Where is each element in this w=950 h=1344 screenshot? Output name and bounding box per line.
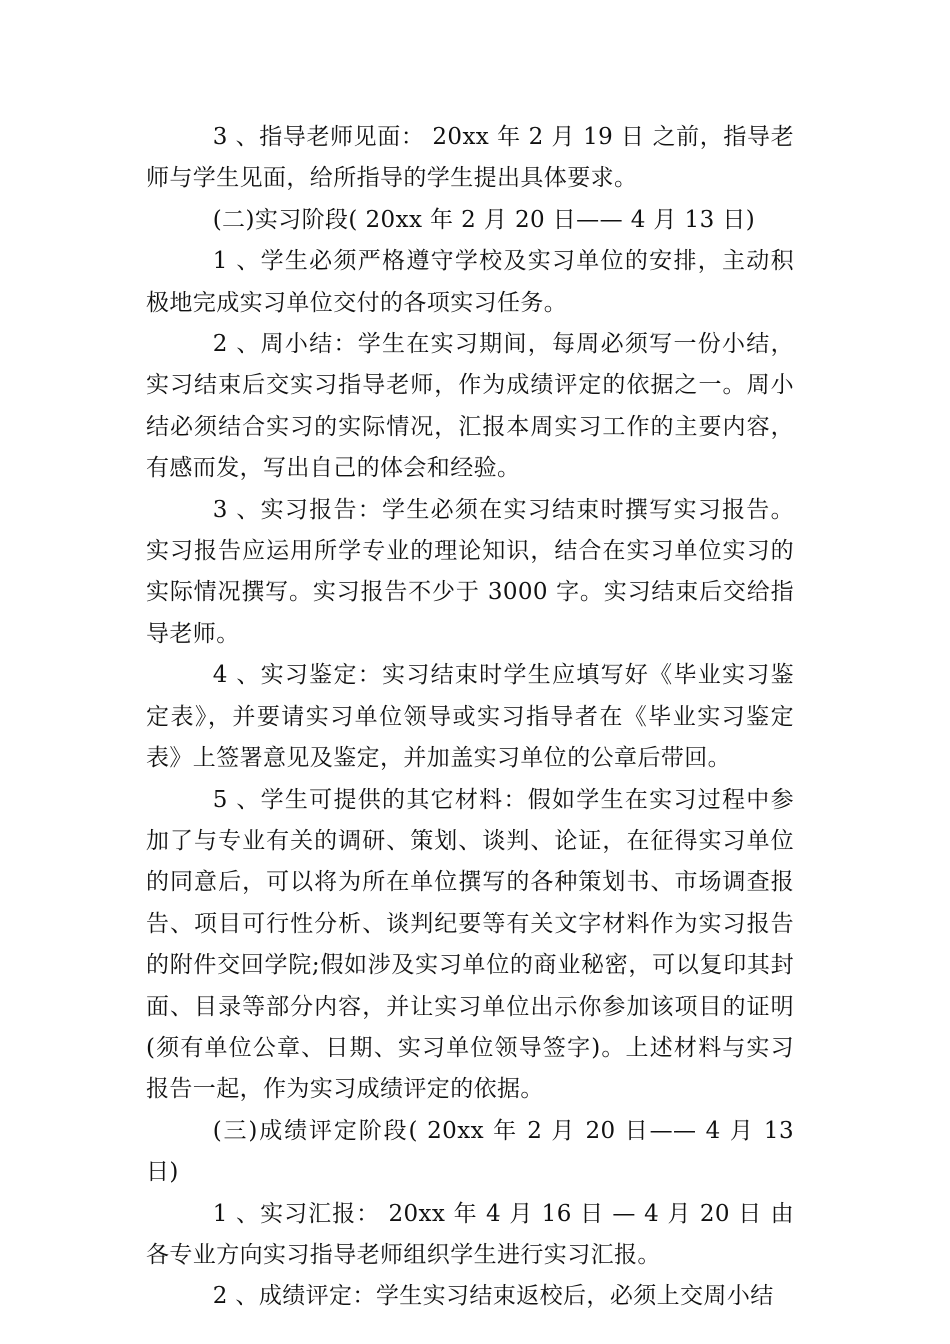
paragraph-weekly-summary: 2 、周小结：学生在实习期间，每周必须写一份小结，实习结束后交实习指导老师，作为成绩评定的依据之一。周小结必须结合实习的实际情况，汇报本周实习工作的主要内容，有感而发，写出自己的体会和经验。 xyxy=(146,331,794,482)
section-heading-grading-stage: (三)成绩评定阶段( 20xx 年 2 月 20 日—— 4 月 13 日) xyxy=(146,1117,794,1186)
paragraph-internship-presentation: 1 、实习汇报： 20xx 年 4 月 16 日 — 4 月 20 日 由各专业方向实习指导老师组织学生进行实习汇报。 xyxy=(146,1200,794,1268)
document-page xyxy=(146,117,794,1318)
paragraph-follow-arrangements: 1 、学生必须严格遵守学校及实习单位的安排，主动积极地完成实习单位交付的各项实习任务。 xyxy=(146,248,794,316)
paragraph-grade-evaluation: 2 、成绩评定：学生实习结束返校后，必须上交周小结 xyxy=(212,1283,774,1310)
paragraph-other-materials: 5 、学生可提供的其它材料：假如学生在实习过程中参加了与专业有关的调研、策划、谈判、论证，在征得实习单位的同意后，可以将为所在单位撰写的各种策划书、市场调查报告、项目可行性分析、谈判纪要等有关文字材料作为实习报告的附件交回学院;假如涉及实习单位的商业秘密，可以复印其封面、目录等部分内容，并让实习单位出示你参加该项目的证明(须有单位公章、日期、实习单位领导签字)。上述材料与实习报告一起，作为实习成绩评定的依据。 xyxy=(146,786,794,1103)
paragraph-internship-report: 3 、实习报告：学生必须在实习结束时撰写实习报告。实习报告应运用所学专业的理论知识，结合在实习单位实习的实际情况撰写。实习报告不少于 3000 字。实习结束后交给指导老师。 xyxy=(146,496,794,647)
section-heading-internship-stage: (二)实习阶段( 20xx 年 2 月 20 日—— 4 月 13 日) xyxy=(212,206,756,233)
paragraph-teacher-meeting: 3 、指导老师见面： 20xx 年 2 月 19 日 之前，指导老师与学生见面，给所指导的学生提出具体要求。 xyxy=(146,124,794,192)
paragraph-internship-appraisal: 4 、实习鉴定：实习结束时学生应填写好《毕业实习鉴定表》，并要请实习单位领导或实习指导者在《毕业实习鉴定表》上签署意见及鉴定，并加盖实习单位的公章后带回。 xyxy=(146,662,794,772)
